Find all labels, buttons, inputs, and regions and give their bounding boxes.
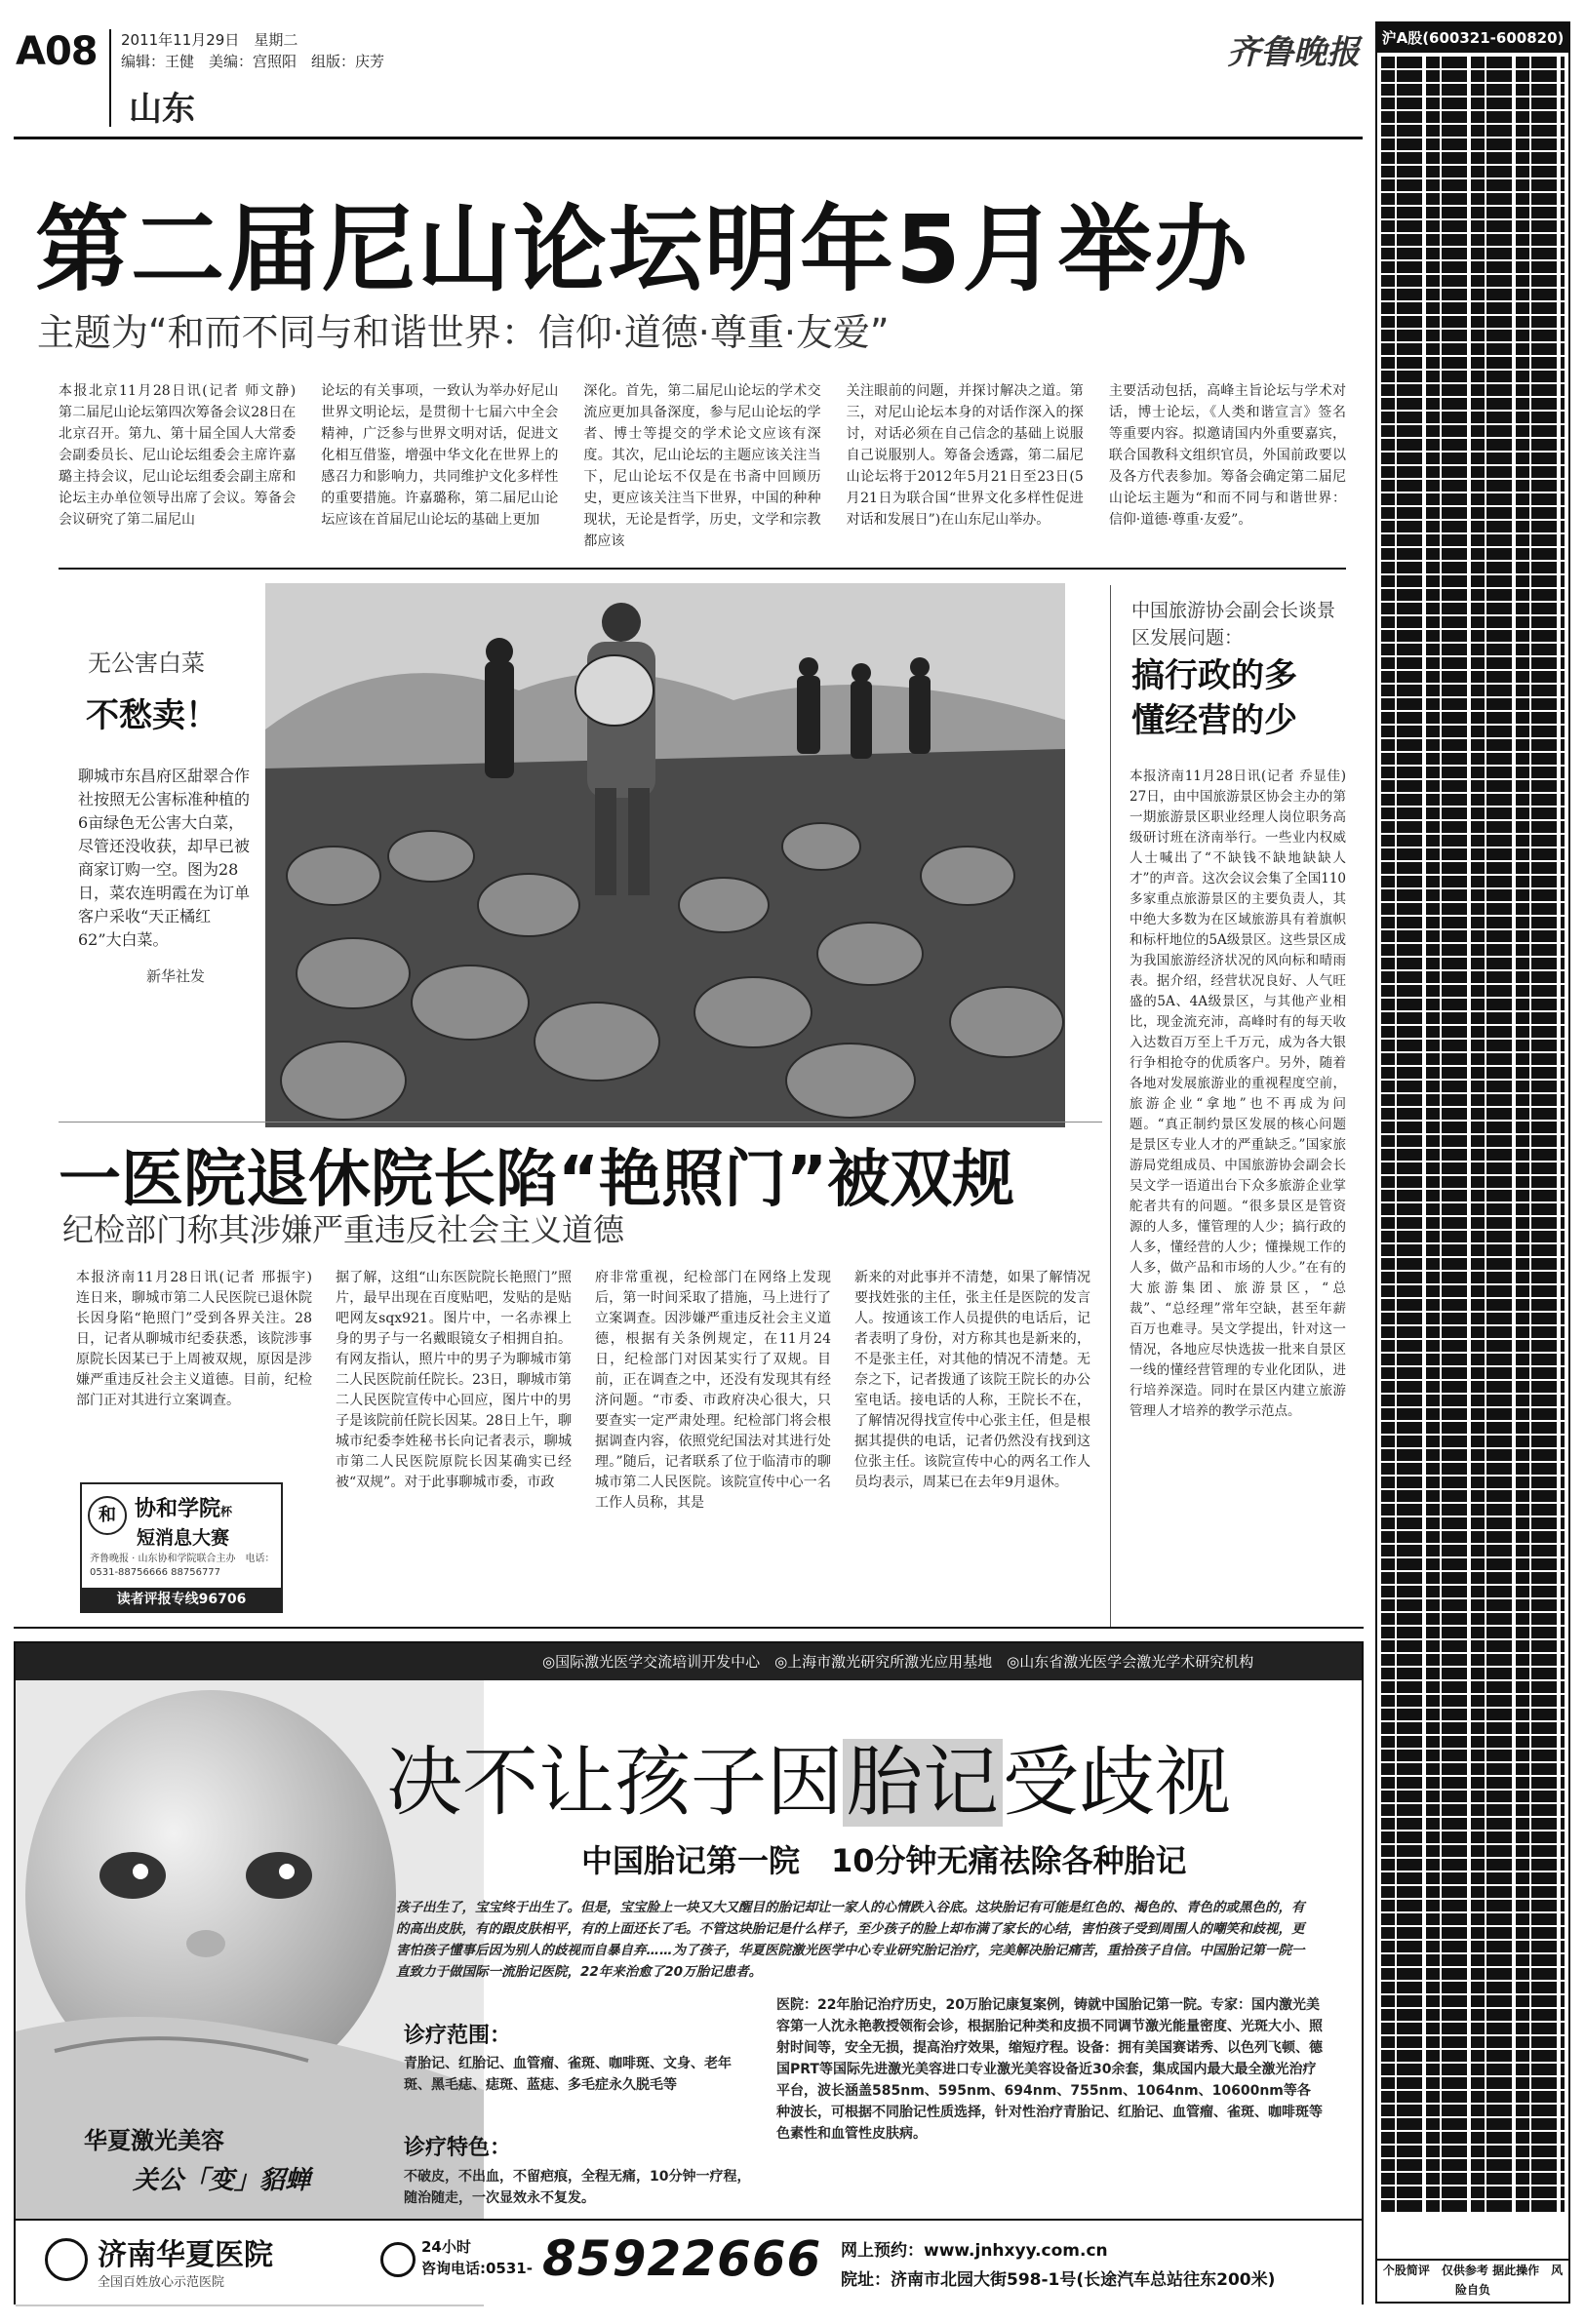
stock-row <box>1381 999 1565 1010</box>
side-story-headline: 搞行政的多懂经营的少 <box>1131 656 1297 740</box>
stock-row <box>1381 1149 1565 1161</box>
ad-hospital-details: 医院：22年胎记治疗历史，20万胎记康复案例，铸就中国胎记第一院。专家：国内激光美容第一人沈永艳教授领衔会诊，根据胎记种类和皮损不同调节激光能量密度、光斑大小、照射时间等，安全无损，提高治疗效果，缩短疗程。设备：拥有美国赛诺秀、以色列飞顿、德国PRT等国际先进激光美容进口专业激光美容设备近30余套，集成国内最大最全激光治疗平台，波长涵盖585nm、595nm、694nm、755nm、1064nm、10600nm等各种波长，可根据不同胎记性质选择，针对性治疗青胎记、红胎记、血管瘤、雀斑、咖啡斑等色素性和血管性皮肤病。 <box>776 1997 1323 2142</box>
stock-row <box>1381 712 1565 724</box>
stock-row <box>1381 616 1565 628</box>
article-column: 据了解，这组“山东医院院长艳照门”照片，最早出现在百度贴吧，发贴的是贴吧网友sqx921。图片中，一名赤裸上身的男子与一名戴眼镜女子相拥自拍。有网友指认，照片中的男子为聊城市第二人民医院前任院长。23日，聊城市第二人民医院宣传中心回应，图片中的男子是该院前任院长因某。28日上午，聊城市纪委李姓秘书长向记者表示，聊城市第二人民医院原院长因某确实已经被“双规”。对于此事聊城市委，市政 <box>336 1270 572 1490</box>
stock-row <box>1381 1804 1565 1816</box>
stock-row <box>1381 84 1565 96</box>
article-column: 关注眼前的问题，并探讨解决之道。第三，对尼山论坛本身的对话作深入的探讨，对话必须在自己信念的基础上说服自己说服别人。筹备会透露，第二届尼山论坛将于2012年5月21日至23日(5月21日为联合国“世界文化多样性促进对话和发展日”)在山东尼山举办。 <box>846 383 1084 528</box>
stock-row <box>1381 1736 1565 1748</box>
stock-row <box>1381 1026 1565 1038</box>
website-link[interactable]: 网上预约：www.jnhxyy.com.cn <box>841 2241 1108 2261</box>
stock-row <box>1381 1176 1565 1188</box>
stock-row <box>1381 1818 1565 1830</box>
stock-row <box>1381 125 1565 137</box>
stock-listing <box>1375 21 1570 2304</box>
stock-row <box>1381 466 1565 478</box>
lead-headline: 第二届尼山论坛明年5月举办 <box>35 195 1249 304</box>
stock-row <box>1381 330 1565 341</box>
stock-row <box>1381 589 1565 601</box>
header-rule <box>14 137 1363 139</box>
stock-row <box>1381 2105 1565 2116</box>
stock-row <box>1381 1750 1565 1761</box>
stock-row <box>1381 698 1565 710</box>
stock-row <box>1381 1449 1565 1461</box>
ad-headline: 决不让孩子因胎记受歧视 <box>386 1739 1232 1827</box>
stock-row <box>1381 1954 1565 1966</box>
stock-row <box>1381 767 1565 778</box>
masthead-logo: 齐鲁晚报 <box>1227 33 1360 72</box>
stock-row <box>1381 1654 1565 1666</box>
stock-listing-header: 沪A股(600321-600820) <box>1377 23 1568 53</box>
feature-text: 不破皮，不出血，不留疤痕，全程无痛，10分钟一疗程，随治随走，一次显效永不复发。 <box>404 2169 751 2206</box>
stock-row <box>1381 220 1565 232</box>
stock-row <box>1381 548 1565 560</box>
stock-row <box>1381 521 1565 532</box>
stock-row <box>1381 2159 1565 2171</box>
stock-row <box>1381 1681 1565 1693</box>
stock-row <box>1381 152 1565 164</box>
feature-heading: 诊疗特色： <box>404 2136 512 2160</box>
stock-row <box>1381 98 1565 109</box>
stock-row <box>1381 930 1565 942</box>
stock-row <box>1381 1504 1565 1516</box>
stock-row <box>1381 179 1565 191</box>
stock-row <box>1381 1395 1565 1406</box>
ad-slogan-calligraphy: 关公「变」貂蝉 <box>133 2166 311 2195</box>
stock-row <box>1381 1162 1565 1174</box>
stock-row <box>1381 780 1565 792</box>
lead-subhead: 主题为“和而不同与和谐世界：信仰·道德·尊重·友爱” <box>37 311 890 354</box>
stock-row <box>1381 671 1565 683</box>
stock-row <box>1381 958 1565 969</box>
stock-row <box>1381 1982 1565 1993</box>
stock-row <box>1381 1422 1565 1434</box>
article-column: 论坛的有关事项，一致认为举办好尼山世界文明论坛，是贯彻十七届六中全会精神，广泛参与世界文明对话，促进文化相互借鉴，增强中华文化在世界上的感召力和影响力，共同维护文化多样性的重要措施。许嘉璐称，第二届尼山论坛应该在首届尼山论坛的基础上更加 <box>321 383 559 528</box>
stock-row <box>1381 1722 1565 1734</box>
stock-row <box>1381 1545 1565 1556</box>
stock-row <box>1381 1517 1565 1529</box>
stock-row <box>1381 985 1565 997</box>
stock-row <box>1381 835 1565 847</box>
ad-contact-info <box>841 2236 1275 2295</box>
stock-row <box>1381 1845 1565 1857</box>
stock-row <box>1381 1217 1565 1229</box>
stock-row <box>1381 234 1565 246</box>
stock-row <box>1381 1053 1565 1065</box>
stock-row <box>1381 1941 1565 1952</box>
stock-row <box>1381 1463 1565 1475</box>
stock-row <box>1381 657 1565 669</box>
stock-row <box>1381 739 1565 751</box>
promo-organizers: 齐鲁晚报 · 山东协和学院联合主办 电话：0531-88756666 88756777 <box>90 1554 275 1578</box>
stock-row <box>1381 1572 1565 1584</box>
stock-row <box>1381 439 1565 451</box>
promo-name: 协和学院杯 <box>135 1497 233 1521</box>
stock-row <box>1381 2132 1565 2144</box>
stock-row <box>1381 371 1565 382</box>
photo-illustration <box>265 583 1065 1127</box>
ad-footer <box>16 2219 1362 2304</box>
stock-row <box>1381 453 1565 464</box>
stock-row <box>1381 534 1565 546</box>
ad-topbar <box>16 1643 1362 1680</box>
stock-row <box>1381 248 1565 259</box>
stock-row <box>1381 261 1565 273</box>
hospital-logo-icon <box>45 2238 88 2281</box>
page-divider <box>14 1627 1364 1629</box>
stock-row <box>1381 2050 1565 2062</box>
stock-row <box>1381 2064 1565 2075</box>
stock-rows <box>1381 57 1565 2241</box>
stock-row <box>1381 726 1565 737</box>
stock-row <box>1381 1763 1565 1775</box>
photo-caption: 聊城市东昌府区甜翠合作社按照无公害标准种植的6亩绿色无公害大白菜，尽管还没收获，却早已被商家订购一空。图为28日，菜农连明霞在为订单客户采收“天正橘红62”大白菜。 <box>78 767 251 949</box>
scope-text: 青胎记、红胎记、血管瘤、雀斑、咖啡斑、文身、老年斑、黑毛痣、痣斑、蓝痣、多毛症永久脱毛等 <box>404 2056 732 2093</box>
header-meta <box>121 29 384 72</box>
stock-row <box>1381 1408 1565 1420</box>
stock-row <box>1381 1586 1565 1597</box>
stock-row <box>1381 1436 1565 1447</box>
stock-row <box>1381 57 1565 68</box>
stock-row <box>1381 1067 1565 1079</box>
stock-row <box>1381 1695 1565 1707</box>
stock-row <box>1381 1558 1565 1570</box>
stock-row <box>1381 275 1565 287</box>
stock-row <box>1381 2173 1565 2185</box>
college-logo-icon: 和 <box>88 1496 127 1535</box>
stock-row <box>1381 2023 1565 2034</box>
stock-row <box>1381 425 1565 437</box>
ad-intro: 孩子出生了，宝宝终于出生了。但是，宝宝脸上一块又大又醒目的胎记却让一家人的心情跌入谷底。这块胎记有可能是红色的、褐色的、青色的或黑色的，有的高出皮肤，有的跟皮肤相平，有的上面还长了毛。不管这块胎记是什么样子，至少孩子的脸上却布满了家长的心结，害怕孩子受到周围人的嘲笑和歧视，更害怕孩子懂事后因为别人的歧视而自暴自弃……为了孩子，华夏医院激光医学中心专业研究胎记治疗，完美解决胎记痛苦，重拾孩子自信。中国胎记第一院一直致力于做国际一流胎记医院，22年来治愈了20万胎记患者。 <box>396 1900 1305 1980</box>
stock-row <box>1381 1859 1565 1871</box>
stock-row <box>1381 2186 1565 2198</box>
stock-row <box>1381 207 1565 218</box>
stock-row <box>1381 398 1565 410</box>
stock-row <box>1381 2077 1565 2089</box>
hospital-tagline: 全国百姓放心示范医院 <box>98 2275 225 2290</box>
phone-number[interactable]: 85922666 <box>542 2230 822 2287</box>
page-header <box>14 21 1360 129</box>
stock-row <box>1381 944 1565 956</box>
stock-row <box>1381 971 1565 983</box>
stock-row <box>1381 138 1565 150</box>
lead-article-body <box>59 380 1346 556</box>
stock-row <box>1381 70 1565 82</box>
stock-row <box>1381 1886 1565 1898</box>
section-divider <box>59 568 1346 570</box>
stock-row <box>1381 1640 1565 1652</box>
stock-row <box>1381 1968 1565 1980</box>
stock-row <box>1381 2009 1565 2021</box>
stock-row <box>1381 1709 1565 1720</box>
hospital-address: 院址：济南市北园大街598-1号(长途汽车总站往东200米) <box>841 2270 1276 2290</box>
stock-row <box>1381 575 1565 587</box>
stock-row <box>1381 1777 1565 1789</box>
photo-title: 不愁卖！ <box>86 696 218 735</box>
article-column: 本报北京11月28日讯(记者 师文静) 第二届尼山论坛第四次筹备会议28日在北京召开。第九、第十届全国人大常委会副委员长、尼山论坛组委会主席许嘉璐主持会议，尼山论坛组委会副主席和论坛主办单位领导出席了会议。筹备会会议研究了第二届尼山 <box>59 383 310 528</box>
stock-row <box>1381 1995 1565 2007</box>
article-column: 主要活动包括，高峰主旨论坛与学术对话，博士论坛，《人类和谐宣言》签名等重要内容。拟邀请国内外重要嘉宾，联合国教科文组织官员，外国前政要以及各方代表参加。筹备会确定第二届尼山论坛主题为“和而不同与和谐世界：信仰·道德·尊重·友爱”。 <box>1108 383 1347 528</box>
reader-hotline: 读者评报专线96706 <box>82 1588 281 1611</box>
article-column: 深化。首先，第二届尼山论坛的学术交流应更加具备深度，参与尼山论坛的学者、博士等提交的学术论文应该有深度。其次，尼山论坛的主题应该关注当下，尼山论坛不仅是在书斋中回顾历史，更应该关注当下世界，中国的种种现状，无论是哲学，历史，文学和宗教都应该 <box>583 383 821 549</box>
stock-row <box>1381 1285 1565 1297</box>
stock-row <box>1381 753 1565 765</box>
stock-row <box>1381 794 1565 806</box>
stock-row <box>1381 384 1565 396</box>
stock-row <box>1381 1081 1565 1092</box>
cabbage-harvest-photo <box>265 583 1065 1127</box>
stock-row <box>1381 1613 1565 1625</box>
stock-row <box>1381 193 1565 205</box>
stock-row <box>1381 412 1565 423</box>
photo-credit: 新华社发 <box>146 967 206 985</box>
stock-row <box>1381 1791 1565 1802</box>
stock-row <box>1381 848 1565 860</box>
stock-row <box>1381 1599 1565 1611</box>
stock-row <box>1381 1108 1565 1120</box>
stock-row <box>1381 603 1565 614</box>
stock-row <box>1381 507 1565 519</box>
stock-row <box>1381 1354 1565 1365</box>
stock-row <box>1381 862 1565 874</box>
stock-row <box>1381 685 1565 696</box>
article-column: 府非常重视，纪检部门在网络上发现后，第一时间采取了措施，马上进行了立案调查。因涉嫌严重违反社会主义道德，根据有关条例规定，在11月24日，纪检部门对因某实行了双规。目前，正在调查之中，还没有发现其有经济问题。“市委、市政府决心很大，只要查实一定严肃处理。纪检部门将会根据调查内容，依照党纪国法对其进行处理。”随后，记者联系了位于临清市的聊城市第二人民医院。该院宣传中心一名工作人员称，其是 <box>595 1270 831 1511</box>
stock-row <box>1381 1203 1565 1215</box>
stock-row <box>1381 480 1565 492</box>
stock-row <box>1381 1340 1565 1352</box>
stock-row <box>1381 1272 1565 1283</box>
stock-row <box>1381 821 1565 833</box>
stock-row <box>1381 1190 1565 1201</box>
stock-row <box>1381 1244 1565 1256</box>
article-column: 本报济南11月28日讯(记者 邢振宇) 连日来，聊城市第二人民医院已退休院长因身陷“艳照门”受到各界关注。28日，记者从聊城市纪委获悉，该院涉事原院长因某已于上周被双规，原因是涉嫌严重违反社会主义道德。目前，纪检部门正对其进行立案调查。 <box>76 1270 326 1408</box>
section-name: 山东 <box>129 90 195 129</box>
stock-row <box>1381 1900 1565 1911</box>
stock-row <box>1381 1040 1565 1051</box>
contest-promo-box[interactable] <box>80 1482 283 1613</box>
ad-credentials: ◎国际激光医学交流培训开发中心 ◎上海市激光研究所激光应用基地 ◎山东省激光医学会激光学术研究机构 <box>542 1653 1254 1671</box>
stock-row <box>1381 917 1565 928</box>
stock-row <box>1381 1367 1565 1379</box>
stock-row <box>1381 2200 1565 2212</box>
stock-row <box>1381 1872 1565 1884</box>
stock-row <box>1381 903 1565 915</box>
stock-row <box>1381 1258 1565 1270</box>
stock-row <box>1381 1531 1565 1543</box>
hospital-advertisement[interactable] <box>14 1641 1364 2304</box>
stock-row <box>1381 562 1565 573</box>
stock-row <box>1381 289 1565 300</box>
stock-row <box>1381 343 1565 355</box>
stock-row <box>1381 1490 1565 1502</box>
stock-row <box>1381 1135 1565 1147</box>
stock-row <box>1381 316 1565 328</box>
stock-row <box>1381 1927 1565 1939</box>
stock-row <box>1381 1122 1565 1133</box>
stock-row <box>1381 876 1565 887</box>
header-divider <box>109 29 111 127</box>
section-divider <box>59 1122 1102 1123</box>
phone-label: 24小时 咨询电话:0531- <box>421 2238 533 2277</box>
stock-row <box>1381 1313 1565 1324</box>
stock-row <box>1381 644 1565 655</box>
stock-row <box>1381 1012 1565 1024</box>
side-story-body: 本报济南11月28日讯(记者 乔显佳) 27日，由中国旅游景区协会主办的第一期旅游景区职业经理人岗位职务高级研讨班在济南举行。一些业内权威人士喊出了“不缺钱不缺地缺缺人才”的声音。这次会议会集了全国110多家重点旅游景区的主要负责人，其中绝大多数为在区域旅游具有着旗帜和标杆地位的5A级景区。这些景区成为我国旅游经济状况的风向标和晴雨表。据介绍，经营状况良好、人气旺盛的5A、4A级景区，与其他产业相比，现金流充沛，高峰时有的每天收入达数百万至上千万元，成为各大银行争相抢夺的优质客户。另外，随着各地对发展旅游业的重视程度空前，旅游企业“拿地”也不再成为问题。“真正制约景区发展的核心问题是景区专业人才的严重缺乏。”国家旅游局党组成员、中国旅游协会副会长吴文学一语道出台下众多旅游企业掌舵者共有的问题。“很多景区是管资源的人多，懂管理的人少；搞行政的人多，懂经营的人少；懂操规工作的人多，做产品和市场的人少。”在有的大旅游集团、旅游景区，“总裁”、“总经理”常年空缺，甚至年薪百万也难寻。吴文学提出，针对这一情况，各地应尽快选拔一批来自景区一线的懂经营管理的专业化团队，进行培养深造。同时在景区内建立旅游管理人才培养的教学示范点。 <box>1129 768 1360 1419</box>
stock-row <box>1381 1913 1565 1925</box>
stock-row <box>1381 1627 1565 1638</box>
article-column: 新来的对此事并不清楚，如果了解情况要找姓张的主任，张主任是医院的发言人。按通该工作人员提供的电话后，记者表明了身份，对方称其也是新来的，不是张主任，对其他的情况不清楚。无奈之下，记者拨通了该院王院长的办公室电话。接电话的人称，王院长不在，了解情况得找宣传中心张主任，但是根据其提供的电话，记者仍然没有找到这位张主任。该院宣传中心的两名工作人员均表示，周某已在去年9月退休。 <box>854 1270 1090 1490</box>
stock-row <box>1381 1832 1565 1843</box>
stock-row <box>1381 1668 1565 1679</box>
promo-subtitle: 短消息大赛 <box>137 1527 230 1549</box>
stock-disclaimer: 个股简评 仅供参考 据此操作 风险自负 <box>1377 2259 1568 2302</box>
scope-heading: 诊疗范围： <box>404 2024 512 2048</box>
stock-row <box>1381 807 1565 819</box>
phone-icon <box>380 2242 416 2277</box>
second-subhead: 纪检部门称其涉嫌严重违反社会主义道德 <box>62 1211 625 1248</box>
stock-row <box>1381 2091 1565 2103</box>
stock-row <box>1381 1299 1565 1311</box>
stock-row <box>1381 1381 1565 1393</box>
stock-row <box>1381 2036 1565 2048</box>
issue-date: 2011年11月29日 星期二 <box>121 31 298 49</box>
stock-row <box>1381 1231 1565 1242</box>
column-divider <box>1110 585 1111 1629</box>
stock-row <box>1381 630 1565 642</box>
stock-row <box>1381 1094 1565 1106</box>
editor-credits: 编辑：王健 美编：宫照阳 组版：庆芳 <box>121 53 385 70</box>
ad-subheadline: 中国胎记第一院 10分钟无痛祛除各种胎记 <box>581 1842 1187 1879</box>
stock-row <box>1381 493 1565 505</box>
stock-row <box>1381 1477 1565 1488</box>
photo-kicker: 无公害白菜 <box>88 650 205 677</box>
page-number: A08 <box>16 29 98 74</box>
ad-slogan: 华夏激光美容 <box>84 2127 224 2154</box>
stock-row <box>1381 357 1565 369</box>
stock-row <box>1381 2118 1565 2130</box>
stock-row <box>1381 889 1565 901</box>
stock-row <box>1381 1326 1565 1338</box>
side-story-kicker: 中国旅游协会副会长谈景区发展问题： <box>1131 600 1336 649</box>
stock-row <box>1381 2146 1565 2157</box>
hospital-name: 济南华夏医院 <box>98 2238 273 2272</box>
stock-row <box>1381 166 1565 177</box>
stock-row <box>1381 111 1565 123</box>
second-headline: 一医院退休院长陷“艳照门”被双规 <box>59 1144 1015 1216</box>
stock-row <box>1381 302 1565 314</box>
